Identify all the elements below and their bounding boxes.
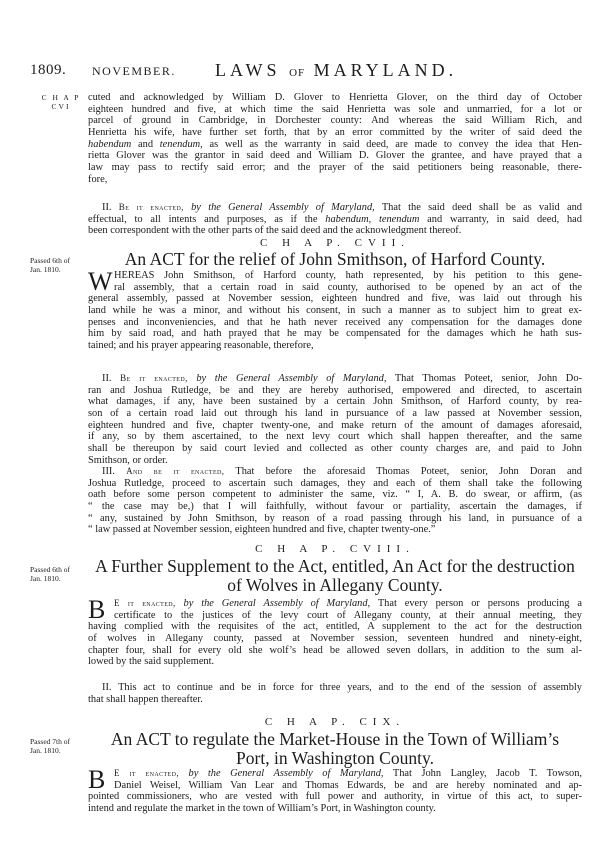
text-line: intend and regulate the market in the town of William’s Port, in Washington county. [88, 803, 436, 815]
text-line: “ the case may be,) that I will faithfully, without favour or partiality, ascertain the damages, if [88, 501, 582, 513]
text-line: if any, so by them ascertained, to the next levy court which shall happen thereafter, and the same [88, 431, 582, 443]
act-title-cviii [88, 557, 582, 595]
text-line: shall be thereupon by said court levied and collected as other county charges are, and paid to John [88, 443, 582, 455]
text-line: oath before some person competent to administer the same, viz. “ I, A. B. do swear, or affirm, (as [88, 489, 582, 501]
running-title [215, 60, 457, 81]
text-segment: II. [102, 202, 119, 213]
text-line: certificate to the justices of the levy court of Allegany county, at their annual meeting, they [114, 609, 582, 621]
text-line: Daniel Weisel, William Van Lear and Thomas Edwards, be and are hereby nominated and ap- [114, 779, 582, 791]
text-line: HEREAS John Smithson, of Harford county, hath represented, by his petition to this gene- [114, 270, 582, 281]
text-segment: That Thomas Poteet, senior, John Do- [386, 373, 582, 384]
text-segment: effectual, to all intents and purposes, as if the [88, 213, 326, 225]
enacting-clause: And be it enacted, [126, 466, 225, 476]
text-line: son of a certain road laid out through his land in pursuance of a law passed at November session, [88, 408, 582, 420]
text-line: “ law passed at November session, eighteen hundred and five, chapter twenty-one.” [88, 524, 436, 536]
chap-label: C H A P [41, 93, 81, 102]
enacting-clause: E it enacted, [114, 598, 176, 608]
chap108-section-2 [88, 682, 582, 705]
text-line: what damages, if any, have been sustained by a certain John Smithson, of Harford county, by rea- [88, 396, 582, 408]
passed-year: Jan. 1810. [30, 574, 61, 583]
text-line [88, 202, 582, 214]
text-line: cuted and acknowledged by William D. Glover to Henrietta Glover, on the third day of October [88, 92, 582, 103]
italic-text: by the General Assembly of Maryland, [188, 768, 384, 779]
italic-text: by the General Assembly of Maryland, [191, 202, 375, 213]
text-line: parcel of ground in Cambridge, in Dorchester county: And whereas the said William Rich, and [88, 115, 582, 127]
chapter-heading-cviii: C H A P. CVIII. [255, 543, 415, 555]
italic-text: habendum [88, 138, 132, 150]
text-segment [176, 598, 184, 609]
text-line: II. This act to continue and be in force for three years, and to the end of the session of assembly [102, 682, 582, 693]
text-line: ran and Joshua Rutledge, be and they are hereby authorised, empowered and directed, to ascertain [88, 384, 582, 396]
drop-cap: B [88, 595, 106, 624]
title-line: An ACT to regulate the Market-House in the Town of William’s [110, 729, 560, 749]
italic-text: by the General Assembly of Maryland, [196, 373, 387, 384]
text-line: Smithson, or order. [88, 454, 168, 466]
chap109-body [88, 765, 583, 815]
text-line: law may pass to rectify said error; and the prayer of the said petitioners being reasonable, there- [88, 162, 582, 174]
title-line: A Further Supplement to the Act, entitled, An Act for the destruction [95, 556, 575, 576]
italic-text: by the General Assembly of Maryland, [183, 598, 371, 609]
text-line [88, 768, 582, 780]
passed-date: Passed 6th of [30, 565, 70, 574]
passed-date: Passed 6th of [30, 256, 70, 265]
text-line: rietta Glover was the grantor in said deed and William D. Glover the grantee, and have prayed that a [88, 150, 582, 162]
text-line [88, 598, 582, 610]
text-segment: That before the aforesaid Thomas Poteet, senior, John Doran and [224, 466, 582, 477]
chap107-section-3 [88, 466, 582, 536]
text-line [88, 214, 582, 226]
page-year: 1809. [30, 62, 67, 78]
text-line: ral assembly, that a certain road in said county, authorised to be opened by an act of the [114, 281, 582, 293]
text-segment: That every person or persons producing a [370, 598, 582, 609]
text-line: land while he was a minor, and without his consent, in such a manner as to subject him to great ex- [88, 305, 582, 317]
running-title-of: OF [289, 67, 306, 79]
text-line: having complied with the requisites of the act, entitled, A supplement to the act for the destruction [88, 621, 582, 633]
text-line: eighteen hundred and five, chapter twenty-one, and make return of the amount of damages aforesaid, [88, 419, 582, 431]
page-month: NOVEMBER. [92, 64, 176, 78]
text-line: pointed commissioners, who are vested with full power and authority, in virtue of this act, to super- [88, 791, 582, 803]
chap108-body [88, 595, 582, 668]
text-segment: and [131, 138, 160, 150]
passed-year: Jan. 1810. [30, 746, 61, 755]
running-title-maryland: MARYLAND. [313, 60, 458, 80]
act-title-cix [88, 730, 582, 768]
text-line: him by said road, and hath prayed that he may be compensated for the damages which he hath sus- [88, 328, 582, 340]
text-segment: That John Langley, Jacob T. Towson, [383, 768, 583, 779]
enacting-clause: Be it enacted, [120, 373, 188, 383]
text-line: been correspondent with the other parts of the said deed and the acknowledgment thereof. [88, 225, 462, 237]
text-line: eighteen hundred and five, at which time the said Henrietta was sole and unmarried, for a lot or [88, 103, 582, 115]
passed-date: Passed 7th of [30, 737, 70, 746]
title-line: Port, in Washington County. [236, 748, 434, 768]
text-segment [179, 768, 189, 779]
title-line: of Wolves in Allegany County. [227, 575, 443, 595]
chap107-preamble [88, 267, 582, 352]
drop-cap: W [88, 267, 113, 296]
text-line: penses and inconveniencies, and that he hath never received any compensation for the damages done [88, 316, 582, 328]
text-line [88, 466, 582, 478]
chap-number: CVI [51, 101, 71, 111]
text-line: Joshua Rutledge, proceed to ascertain such damages, they and each of them shall take the following [88, 477, 582, 489]
text-line: fore, [88, 173, 108, 185]
text-line: “ any, sustained by John Smithson, by reason of a road passing through his land, in pursuance of a [88, 512, 582, 524]
italic-text: tenendum, [159, 138, 203, 150]
chap107-section-2 [88, 373, 582, 467]
passed-note-cix [30, 737, 88, 755]
chap106-section-2 [88, 202, 582, 237]
text-line: tained; and his prayer appearing reasonable, therefore, [88, 340, 314, 352]
chapter-heading-cvii: C H A P. CVII. [259, 237, 411, 249]
chapter-heading-cix: C H A P. CIX. [264, 716, 406, 728]
text-line: general assembly, passed at November session, eighteen hundred and five, was laid out through his [88, 293, 582, 305]
text-line [88, 139, 582, 151]
text-segment: II. [102, 373, 121, 384]
text-segment: as well as the warranty in said deed, are made to convey the idea that Hen- [202, 138, 582, 150]
text-segment: and warranty, in said deed, had [419, 213, 582, 225]
text-line: that shall happen thereafter. [88, 693, 203, 705]
enacting-clause: E it enacted, [114, 768, 179, 778]
running-title-laws: LAWS [215, 60, 281, 80]
passed-note-cvii [30, 256, 88, 274]
act-title-cvii: An ACT for the relief of John Smithson, of Harford County. [124, 249, 546, 269]
enacting-clause: Be it enacted, [118, 202, 184, 212]
text-segment: That the said deed shall be as valid and [374, 202, 582, 213]
text-line: of wolves in Allegany county, passed at November session, seventeen hundred and ninety-eight, [88, 633, 582, 645]
text-line: chapter four, shall for every old she wolf’s head be allowed seven dollars, in addition to the sum al- [88, 644, 582, 656]
passed-year: Jan. 1810. [30, 265, 61, 274]
text-segment: III. [102, 466, 127, 477]
italic-text: habendum, tenendum [325, 213, 420, 225]
text-line [88, 373, 582, 385]
drop-cap: B [88, 765, 106, 794]
passed-note-cviii [30, 565, 88, 583]
text-line: Henrietta his wife, have further set forth, that by an error committed by the writer of said deed the [88, 127, 582, 139]
text-line: lowed by the said supplement. [88, 656, 215, 668]
chapter-marker-cvi [36, 94, 86, 111]
chap106-body [88, 92, 582, 186]
